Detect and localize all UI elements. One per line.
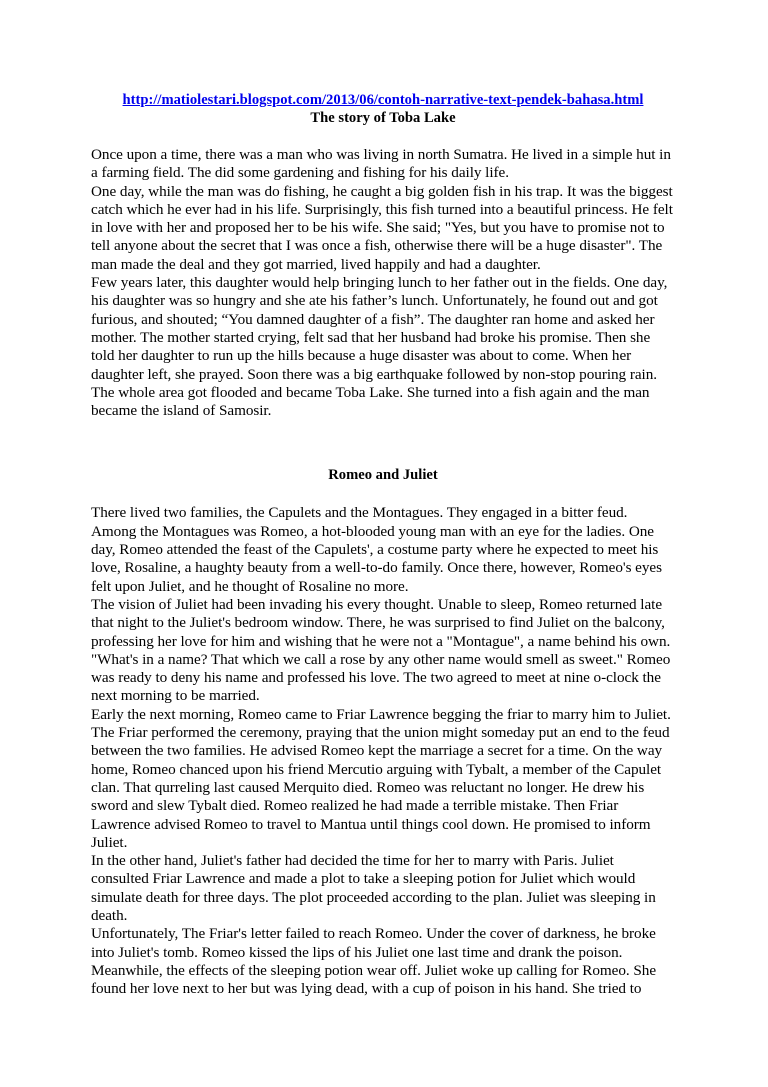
story1-paragraph-1: Once upon a time, there was a man who was living in north Sumatra. He lived in a simple hut in a farming field. The did some gardening and fishing for his daily life. (91, 146, 671, 182)
story1-body (91, 146, 675, 420)
story2-paragraph-2: The vision of Juliet had been invading his every thought. Unable to sleep, Romeo returned late that night to the Juliet's bedroom window. There, he was surprised to find Juliet on the balcony, professing her love for him and wishing that he were not a "Montague", a name behind his own. "What's in a name? That which we call a rose by any other name would smell as sweet." Romeo was ready to deny his name and professed his love. The two agreed to meet at nine o-clock the next morning to be married. (91, 595, 671, 705)
source-link[interactable]: http://matiolestari.blogspot.com/2013/06/contoh-narrative-text-pendek-bahasa.html (122, 92, 644, 108)
story2-body (91, 504, 675, 998)
story1-paragraph-3: Few years later, this daughter would help bringing lunch to her father out in the fields. One day, his daughter was so hungry and she ate his father’s lunch. Unfortunately, he found out and got furious, and shouted; “You damned daughter of a fish”. The daughter ran home and asked her mother. The mother started crying, felt sad that her husband had broke his promise. Then she told her daughter to run up the hills because a huge disaster was about to come. When her daughter left, she prayed. Soon there was a big earthquake followed by non-stop pouring rain. The whole area got flooded and became Toba Lake. She turned into a fish again and the man became the island of Samosir. (91, 274, 668, 420)
story2-paragraph-4: In the other hand, Juliet's father had decided the time for her to marry with Paris. Juliet consulted Friar Lawrence and made a plot to take a sleeping potion for Juliet which would simulate death for three days. The plot proceeded according to the plan. Juliet was sleeping in death. (91, 852, 656, 924)
story1-title: The story of Toba Lake (310, 110, 456, 126)
story2-paragraph-1: There lived two families, the Capulets and the Montagues. They engaged in a bitter feud. Among the Montagues was Romeo, a hot-blooded young man with an eye for the ladies. One day, Romeo attended the feast of the Capulets', a costume party where he expected to meet his love, Rosaline, a haughty beauty from a well-to-do family. Once there, however, Romeo's eyes felt upon Juliet, and he thought of Rosaline no more. (91, 504, 662, 595)
story2-paragraph-3: Early the next morning, Romeo came to Friar Lawrence begging the friar to marry him to Juliet. The Friar performed the ceremony, praying that the union might someday put an end to the feud between the two families. He advised Romeo kept the marriage a secret for a time. On the way home, Romeo chanced upon his friend Mercutio arguing with Tybalt, a member of the Capulet clan. That qurreling last caused Merquito died. Romeo was reluctant no longer. He drew his sword and slew Tybalt died. Romeo realized he had made a terrible mistake. Then Friar Lawrence advised Romeo to travel to Mantua until things cool down. He promised to inform Juliet. (91, 705, 671, 851)
document-page (91, 91, 675, 998)
story2-title: Romeo and Juliet (328, 467, 438, 484)
story2-paragraph-5: Unfortunately, The Friar's letter failed to reach Romeo. Under the cover of darkness, he broke into Juliet's tomb. Romeo kissed the lips of his Juliet one last time and drank the poison. Meanwhile, the effects of the sleeping potion wear off. Juliet woke up calling for Romeo. She found her love next to her but was lying dead, with a cup of poison in his hand. She tried to (91, 925, 657, 998)
story1-paragraph-2: One day, while the man was do fishing, he caught a big golden fish in his trap. It was the biggest catch which he ever had in his life. Surprisingly, this fish turned into a beautiful princess. He felt in love with her and proposed her to be his wife. She said; "Yes, but you have to promise not to tell anyone about the secret that I was once a fish, otherwise there will be a huge disaster". The man made the deal and they got married, lived happily and had a daughter. (91, 182, 673, 273)
